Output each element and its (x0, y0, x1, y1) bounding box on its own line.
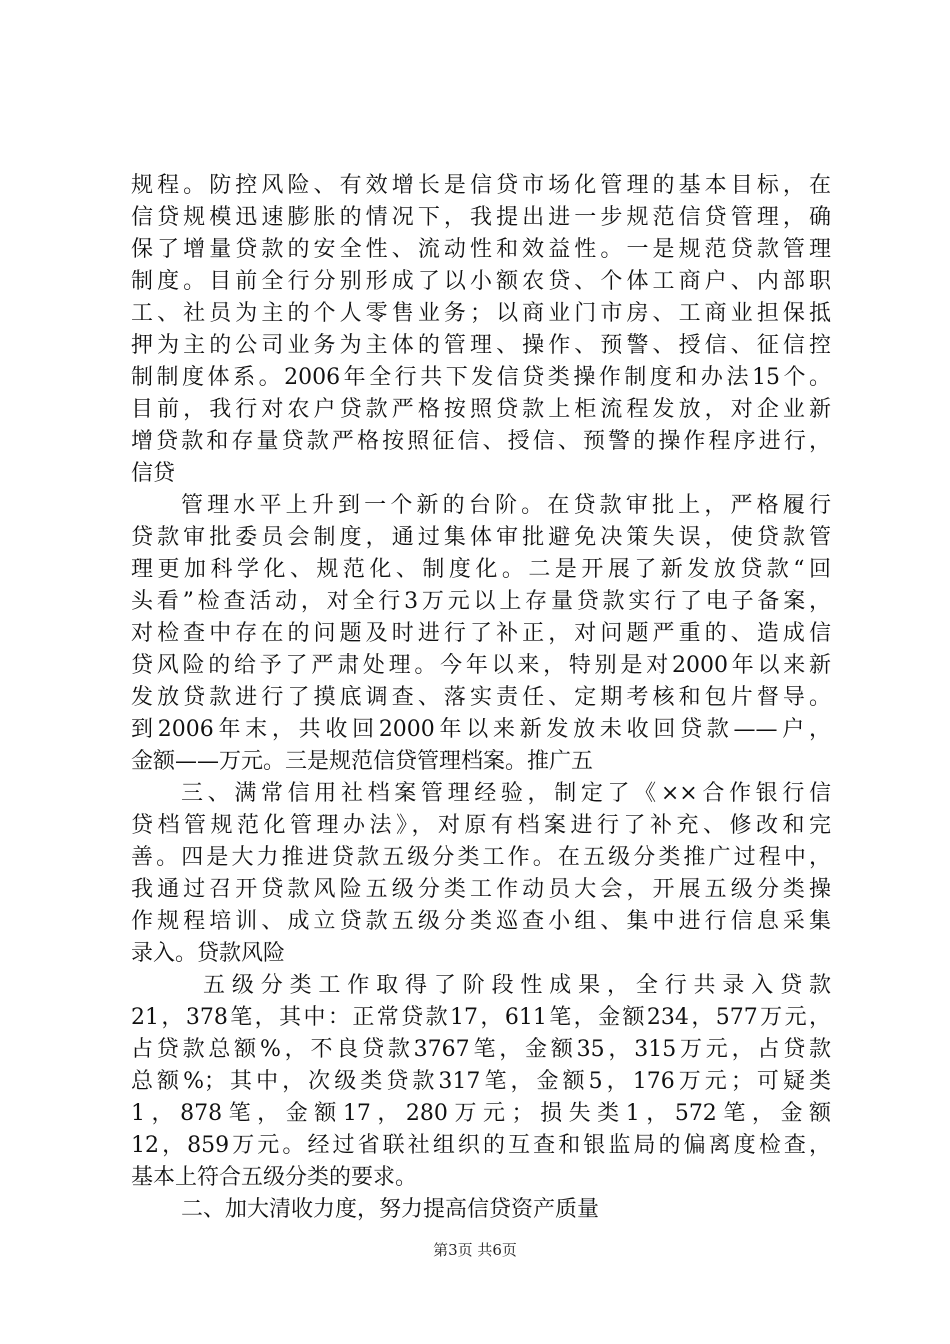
text-line: 总额%；其中，次级类贷款317笔，金额5，176万元；可疑类 (131, 1069, 831, 1094)
text-line: 信贷规模迅速膨胀的情况下，我提出进一步规范信贷管理，确 (131, 205, 831, 230)
text-line: 对检查中存在的问题及时进行了补正，对问题严重的、造成信 (131, 621, 831, 646)
text-line: 理更加科学化、规范化、制度化。二是开展了新发放贷款“回 (131, 557, 831, 582)
text-line: 管理水平上升到一个新的台阶。在贷款审批上，严格履行 (181, 493, 831, 518)
text-line: 信贷 (131, 461, 176, 486)
text-line: 贷风险的给予了严肃处理。今年以来，特别是对2000年以来新 (131, 653, 831, 678)
text-line: 制制度体系。2006年全行共下发信贷类操作制度和办法15个。 (131, 365, 831, 390)
text-line: 12，859万元。经过省联社组织的互查和银监局的偏离度检查， (131, 1133, 831, 1158)
text-line: 21，378笔，其中：正常贷款17，611笔，金额234，577万元， (131, 1005, 831, 1030)
text-line: 贷款审批委员会制度，通过集体审批避免决策失误，使贷款管 (131, 525, 831, 550)
text-line: 工、社员为主的个人零售业务；以商业门市房、工商业担保抵 (131, 301, 831, 326)
text-line: 基本上符合五级分类的要求。 (131, 1165, 418, 1190)
page-footer (0, 1240, 950, 1260)
document-body (131, 170, 831, 1226)
text-line: 保了增量贷款的安全性、流动性和效益性。一是规范贷款管理 (131, 237, 831, 262)
text-line: 作规程培训、成立贷款五级分类巡查小组、集中进行信息采集 (131, 909, 831, 934)
text-line: 我通过召开贷款风险五级分类工作动员大会，开展五级分类操 (131, 877, 831, 902)
text-line: 五级分类工作取得了阶段性成果，全行共录入贷款 (203, 973, 831, 998)
page-number: 第3页 共6页 (433, 1241, 517, 1259)
text-line: 善。四是大力推进贷款五级分类工作。在五级分类推广过程中， (131, 845, 831, 870)
text-line: 目前，我行对农户贷款严格按照贷款上柜流程发放，对企业新 (131, 397, 831, 422)
text-line: 到2006年末，共收回2000年以来新发放未收回贷款——户， (131, 717, 831, 742)
text-line: 发放贷款进行了摸底调查、落实责任、定期考核和包片督导。 (131, 685, 831, 710)
text-line: 三、满常信用社档案管理经验，制定了《××合作银行信 (181, 781, 831, 806)
text-line: 贷档管规范化管理办法》，对原有档案进行了补充、修改和完 (131, 813, 831, 838)
text-line: 金额——万元。三是规范信贷管理档案。推广五 (131, 749, 594, 774)
text-line: 占贷款总额%，不良贷款3767笔，金额35，315万元，占贷款 (131, 1037, 831, 1062)
section-heading: 二、加大清收力度，努力提高信贷资产质量 (181, 1197, 600, 1222)
text-line: 增贷款和存量贷款严格按照征信、授信、预警的操作程序进行， (131, 429, 831, 454)
text-line: 1，878笔，金额17，280万元；损失类1，572笔，金额 (131, 1101, 831, 1126)
text-line: 制度。目前全行分别形成了以小额农贷、个体工商户、内部职 (131, 269, 831, 294)
text-line: 录入。贷款风险 (131, 941, 286, 966)
text-line: 头看”检查活动，对全行3万元以上存量贷款实行了电子备案， (131, 589, 831, 614)
text-line: 规程。防控风险、有效增长是信贷市场化管理的基本目标，在 (131, 173, 831, 198)
text-line: 押为主的公司业务为主体的管理、操作、预警、授信、征信控 (131, 333, 831, 358)
